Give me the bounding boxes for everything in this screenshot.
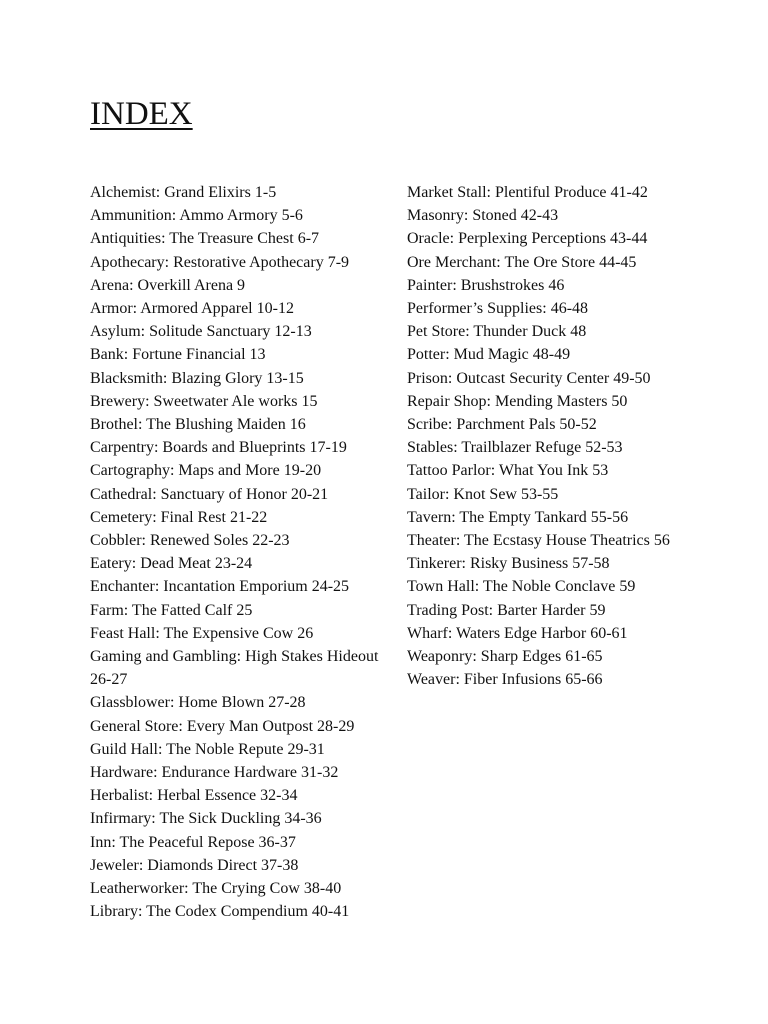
page-title: INDEX xyxy=(90,96,193,132)
index-entry: General Store: Every Man Outpost 28-29 xyxy=(90,717,355,735)
index-entry: Farm: The Fatted Calf 25 xyxy=(90,601,253,619)
index-entry: Trading Post: Barter Harder 59 xyxy=(407,601,606,619)
index-entry: Painter: Brushstrokes 46 xyxy=(407,276,565,294)
index-entry: Cobbler: Renewed Soles 22-23 xyxy=(90,532,290,550)
index-entry: Blacksmith: Blazing Glory 13-15 xyxy=(90,369,304,387)
index-entry: Leatherworker: The Crying Cow 38-40 xyxy=(90,880,342,898)
index-entry: Inn: The Peaceful Repose 36-37 xyxy=(90,833,296,851)
index-entry: Prison: Outcast Security Center 49-50 xyxy=(407,369,651,387)
index-entry: Tavern: The Empty Tankard 55-56 xyxy=(407,508,629,526)
index-entry: Gaming and Gambling: High Stakes Hideout 26-27 xyxy=(90,648,379,689)
index-entry: Oracle: Perplexing Perceptions 43-44 xyxy=(407,230,648,248)
index-entry: Feast Hall: The Expensive Cow 26 xyxy=(90,624,314,642)
index-entry: Potter: Mud Magic 48-49 xyxy=(407,346,571,364)
index-entry: Tinkerer: Risky Business 57-58 xyxy=(407,555,610,573)
index-entry: Ore Merchant: The Ore Store 44-45 xyxy=(407,253,637,271)
index-entry: Market Stall: Plentiful Produce 41-42 xyxy=(407,184,648,201)
index-entry: Carpentry: Boards and Blueprints 17-19 xyxy=(90,439,347,457)
index-entry: Performer’s Supplies: 46-48 xyxy=(407,300,589,318)
index-entry: Antiquities: The Treasure Chest 6-7 xyxy=(90,230,320,248)
index-entry: Eatery: Dead Meat 23-24 xyxy=(90,555,253,573)
index-entry: Jeweler: Diamonds Direct 37-38 xyxy=(90,856,299,874)
index-entry: Repair Shop: Mending Masters 50 xyxy=(407,392,628,410)
index-entry: Infirmary: The Sick Duckling 34-36 xyxy=(90,810,322,828)
index-entry: Weaver: Fiber Infusions 65-66 xyxy=(407,671,603,689)
index-entry: Cartography: Maps and More 19-20 xyxy=(90,462,322,480)
index-entry: Town Hall: The Noble Conclave 59 xyxy=(407,578,636,596)
index-entry: Weaponry: Sharp Edges 61-65 xyxy=(407,648,603,666)
index-entry: Brewery: Sweetwater Ale works 15 xyxy=(90,392,318,410)
index-entry: Cathedral: Sanctuary of Honor 20-21 xyxy=(90,485,329,503)
index-entry: Pet Store: Thunder Duck 48 xyxy=(407,323,587,341)
index-entry: Stables: Trailblazer Refuge 52-53 xyxy=(407,439,623,457)
index-entry: Alchemist: Grand Elixirs 1-5 xyxy=(90,184,277,201)
index-entry: Ammunition: Ammo Armory 5-6 xyxy=(90,207,303,225)
index-entry: Tattoo Parlor: What You Ink 53 xyxy=(407,462,609,480)
index-entry: Bank: Fortune Financial 13 xyxy=(90,346,266,364)
index-entry: Tailor: Knot Sew 53-55 xyxy=(407,485,559,503)
index-entry: Cemetery: Final Rest 21-22 xyxy=(90,508,268,526)
index-entry: Enchanter: Incantation Emporium 24-25 xyxy=(90,578,350,596)
index-entry: Glassblower: Home Blown 27-28 xyxy=(90,694,306,712)
index-entry: Wharf: Waters Edge Harbor 60-61 xyxy=(407,624,628,642)
index-entry: Library: The Codex Compendium 40-41 xyxy=(90,903,350,921)
index-entry: Hardware: Endurance Hardware 31-32 xyxy=(90,764,339,782)
index-entry: Scribe: Parchment Pals 50-52 xyxy=(407,416,597,434)
index-entry: Apothecary: Restorative Apothecary 7-9 xyxy=(90,253,350,271)
index-column-left xyxy=(90,181,390,924)
index-entry: Armor: Armored Apparel 10-12 xyxy=(90,300,294,318)
index-entry: Arena: Overkill Arena 9 xyxy=(90,276,246,294)
index-entry: Asylum: Solitude Sanctuary 12-13 xyxy=(90,323,312,341)
index-entry: Brothel: The Blushing Maiden 16 xyxy=(90,416,306,434)
index-entry: Theater: The Ecstasy House Theatrics 56 xyxy=(407,532,670,550)
index-entry: Masonry: Stoned 42-43 xyxy=(407,207,559,225)
index-entry: Guild Hall: The Noble Repute 29-31 xyxy=(90,740,325,758)
index-column-right xyxy=(407,181,707,691)
index-entry: Herbalist: Herbal Essence 32-34 xyxy=(90,787,298,805)
